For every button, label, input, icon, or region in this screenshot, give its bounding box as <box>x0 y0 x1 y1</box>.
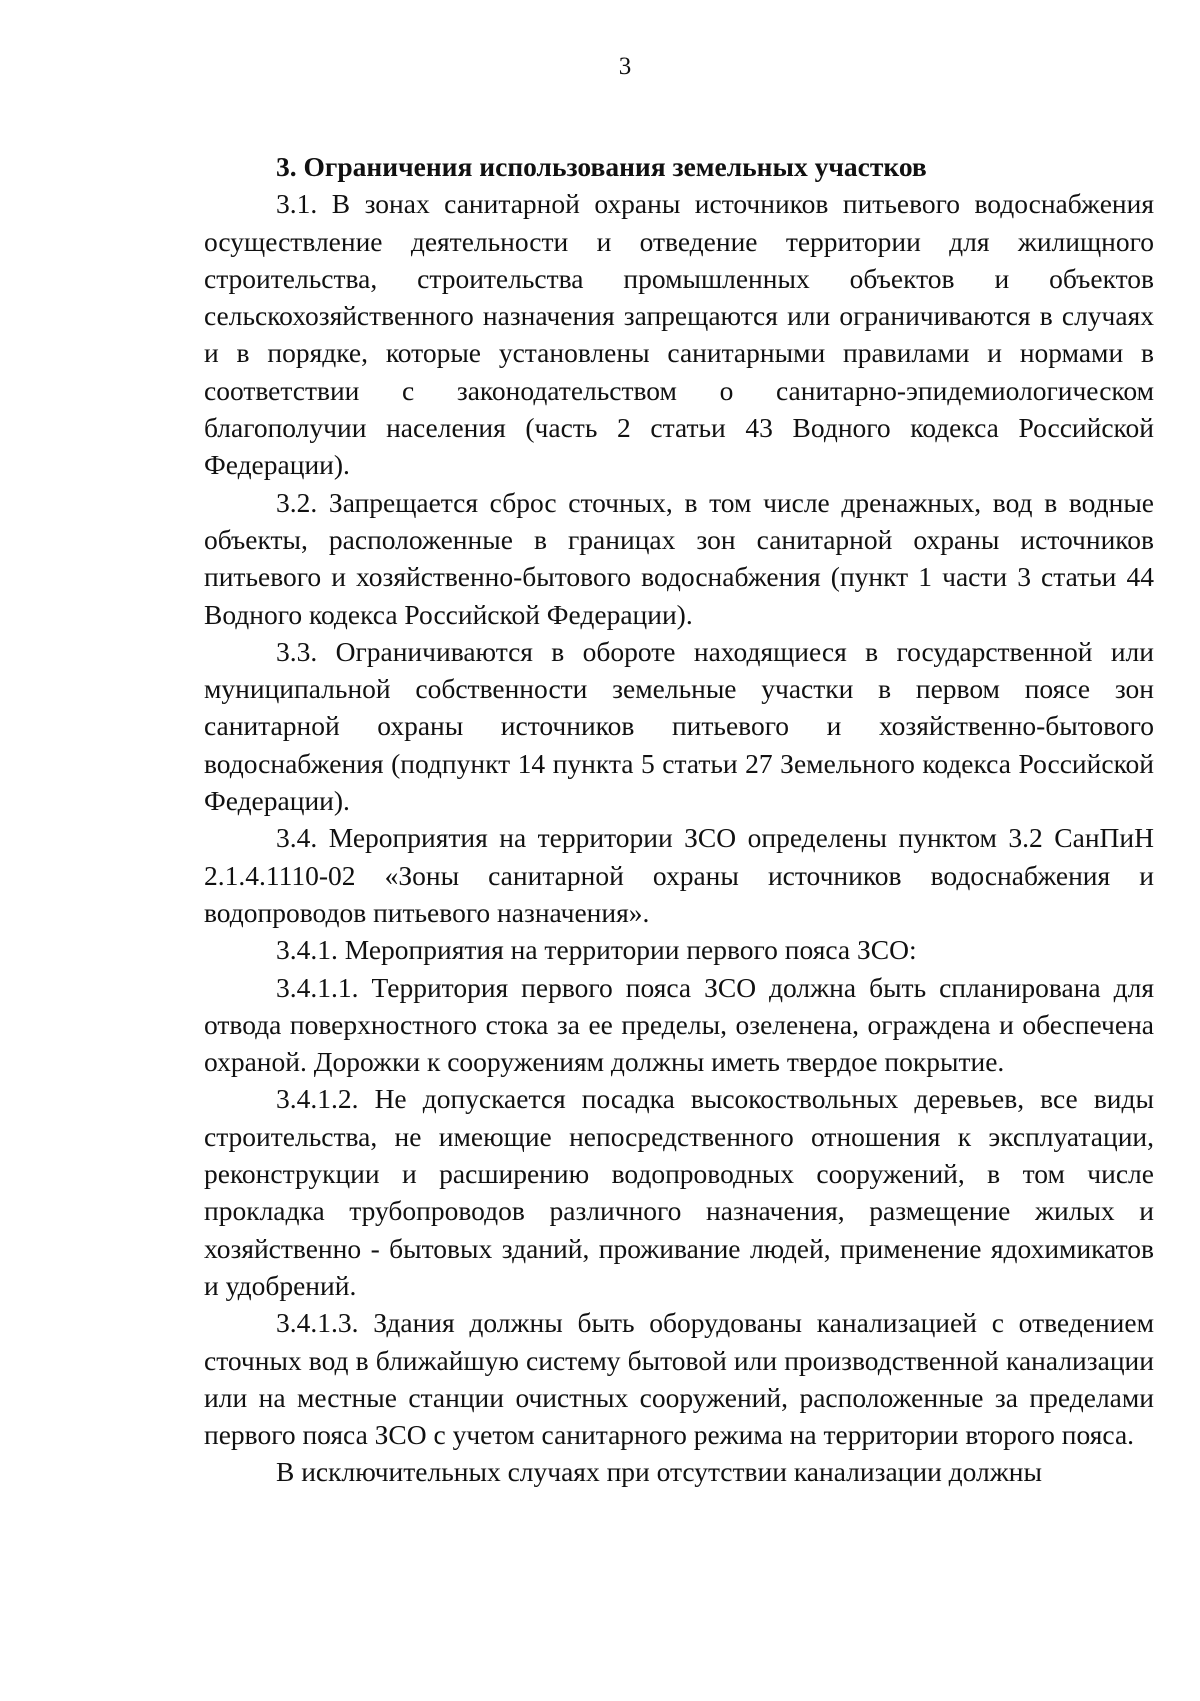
paragraph-3-4-1-3: 3.4.1.3. Здания должны быть оборудованы канализацией с отведением сточных вод в ближайшую систему бытовой или производственной канализации или на местные станции очистных сооружений, расположенные за пределами первого пояса ЗСО с учетом санитарного режима на территории второго пояса. <box>204 1307 1154 1451</box>
paragraph-3-4-1-2: 3.4.1.2. Не допускается посадка высокоствольных деревьев, все виды строительства, не имеющие непосредственного отношения к эксплуатации, реконструкции и расширению водопроводных сооружений, в том числе прокладка трубопроводов различного назначения, размещение жилых и хозяйственно - бытовых зданий, проживание людей, применение ядохимикатов и удобрений. <box>204 1083 1154 1301</box>
paragraph-3-1: 3.1. В зонах санитарной охраны источников питьевого водоснабжения осуществление деятельности и отведение территории для жилищного строительства, строительства промышленных объектов и объектов сельскохозяйственного назначения запрещаются или ограничиваются в случаях и в порядке, которые установлены санитарными правилами и нормами в соответствии с законодательством о санитарно-эпидемиологическом благополучии населения (часть 2 статьи 43 Водного кодекса Российской Федерации). <box>204 188 1154 481</box>
paragraph-exceptional-cases: В исключительных случаях при отсутствии канализации должны <box>276 1456 1042 1488</box>
paragraph-3-3: 3.3. Ограничиваются в обороте находящиеся в государственной или муниципальной собственности земельные участки в первом поясе зон санитарной охраны источников питьевого и хозяйственно-бытового водоснабжения (подпункт 14 пункта 5 статьи 27 Земельного кодекса Российской Федерации). <box>204 635 1154 817</box>
paragraph-3-4-1: 3.4.1. Мероприятия на территории первого пояса ЗСО: <box>276 934 917 966</box>
page-number: 3 <box>618 53 632 80</box>
document-body <box>204 148 1154 1491</box>
paragraph-3-4: 3.4. Мероприятия на территории ЗСО определены пунктом 3.2 СанПиН 2.1.4.1110-02 «Зоны санитарной охраны источников водоснабжения и водопроводов питьевого назначения». <box>204 822 1154 928</box>
paragraph-3-4-1-1: 3.4.1.1. Территория первого пояса ЗСО должна быть спланирована для отвода поверхностного стока за ее пределы, озеленена, ограждена и обеспечена охраной. Дорожки к сооружениям должны иметь твердое покрытие. <box>204 971 1154 1078</box>
paragraph-3-2: 3.2. Запрещается сброс сточных, в том числе дренажных, вод в водные объекты, расположенные в границах зон санитарной охраны источников питьевого и хозяйственно-бытового водоснабжения (пункт 1 части 3 статьи 44 Водного кодекса Российской Федерации). <box>204 486 1154 630</box>
section-heading: 3. Ограничения использования земельных участков <box>276 151 927 182</box>
